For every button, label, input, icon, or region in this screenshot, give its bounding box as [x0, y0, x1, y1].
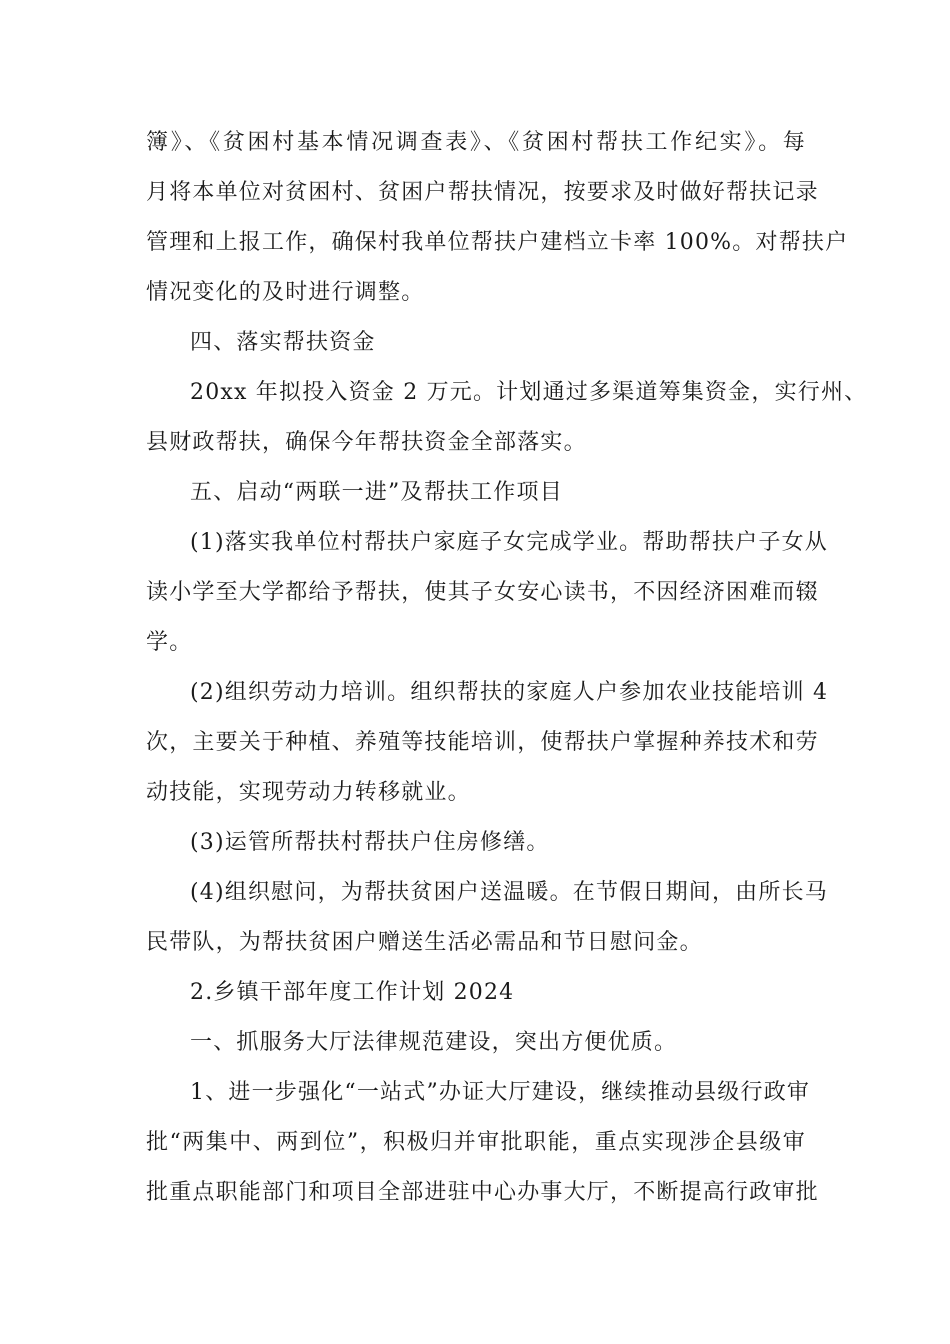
text-line: 批“两集中、两到位”，积极归并审批职能，重点实现涉企县级审: [146, 1130, 806, 1155]
section-heading: 四、落实帮扶资金: [190, 330, 376, 355]
text-line: 学。: [146, 630, 193, 655]
text-line: 动技能，实现劳动力转移就业。: [146, 780, 471, 805]
text-line: 民带队，为帮扶贫困户赠送生活必需品和节日慰问金。: [146, 930, 703, 955]
text-line: (2)组织劳动力培训。组织帮扶的家庭人户参加农业技能培训 4: [190, 680, 829, 705]
text-line: 批重点职能部门和项目全部进驻中心办事大厅，不断提高行政审批: [146, 1180, 819, 1205]
text-line: 县财政帮扶，确保今年帮扶资金全部落实。: [146, 430, 587, 455]
text-line: 次，主要关于种植、养殖等技能培训，使帮扶户掌握种养技术和劳: [146, 730, 819, 755]
text-line: 月将本单位对贫困村、贫困户帮扶情况，按要求及时做好帮扶记录: [146, 180, 819, 205]
text-line: 1、进一步强化“一站式”办证大厅建设，继续推动县级行政审: [190, 1080, 811, 1105]
section-heading: 一、抓服务大厅法律规范建设，突出方便优质。: [190, 1030, 678, 1055]
text-line: 管理和上报工作，确保村我单位帮扶户建档立卡率 100%。对帮扶户: [146, 230, 849, 255]
text-line: (4)组织慰问，为帮扶贫困户送温暖。在节假日期间，由所长马: [190, 880, 828, 905]
text-line: (3)运管所帮扶村帮扶户住房修缮。: [190, 830, 550, 855]
section-heading: 五、启动“两联一进”及帮扶工作项目: [190, 480, 563, 505]
text-line: 读小学至大学都给予帮扶，使其子女安心读书，不因经济困难而辍: [146, 580, 819, 605]
text-line: 20xx 年拟投入资金 2 万元。计划通过多渠道筹集资金，实行州、: [190, 380, 868, 405]
section-heading: 2.乡镇干部年度工作计划 2024: [190, 980, 515, 1005]
text-line: (1)落实我单位村帮扶户家庭子女完成学业。帮助帮扶户子女从: [190, 530, 828, 555]
text-line: 簿》、《贫困村基本情况调查表》、《贫困村帮扶工作纪实》。每: [146, 130, 806, 155]
text-line: 情况变化的及时进行调整。: [146, 280, 425, 305]
